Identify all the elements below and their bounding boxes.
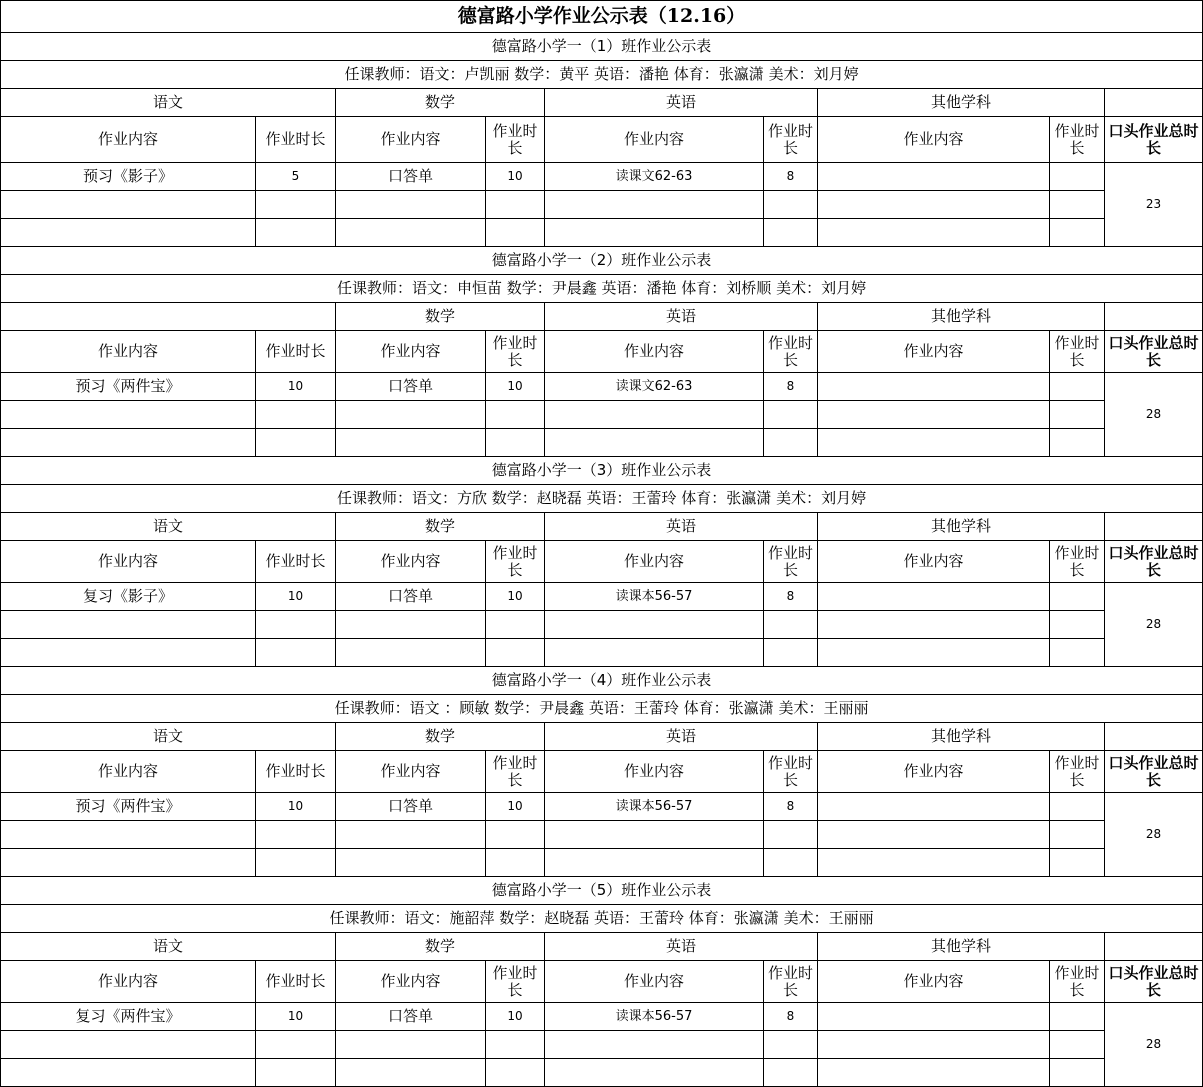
empty-cell xyxy=(764,429,818,457)
other-content xyxy=(818,373,1050,401)
other-minutes xyxy=(1050,1003,1105,1031)
chinese-content: 复习《两件宝》 xyxy=(1,1003,256,1031)
subject-header-row xyxy=(1,513,1203,541)
empty-cell xyxy=(764,611,818,639)
empty-row xyxy=(1,611,1203,639)
empty-cell xyxy=(256,821,336,849)
column-header-row xyxy=(1,751,1203,793)
empty-cell xyxy=(256,429,336,457)
header-content: 作业内容 xyxy=(818,751,1050,793)
column-header-row xyxy=(1,541,1203,583)
empty-cell xyxy=(336,219,486,247)
class-title-row xyxy=(1,457,1203,485)
empty-cell xyxy=(764,401,818,429)
class-title: 德富路小学一（4）班作业公示表 xyxy=(1,667,1203,695)
chinese-minutes: 10 xyxy=(256,583,336,611)
empty-cell xyxy=(818,821,1050,849)
subject-other: 其他学科 xyxy=(818,513,1105,541)
empty-row xyxy=(1,639,1203,667)
empty-cell xyxy=(256,401,336,429)
empty-cell xyxy=(545,429,764,457)
header-duration: 作业时长 xyxy=(1050,541,1105,583)
oral-total-minutes: 28 xyxy=(1105,1003,1203,1087)
subject-math: 数学 xyxy=(336,933,545,961)
math-minutes: 10 xyxy=(486,1003,545,1031)
chinese-minutes: 10 xyxy=(256,373,336,401)
empty-cell xyxy=(764,191,818,219)
empty-cell xyxy=(818,639,1050,667)
empty-cell xyxy=(336,401,486,429)
english-minutes: 8 xyxy=(764,793,818,821)
empty-cell xyxy=(764,1031,818,1059)
subject-chinese: 语文 xyxy=(1,933,336,961)
empty-cell xyxy=(764,639,818,667)
header-duration: 作业时长 xyxy=(486,751,545,793)
subject-english: 英语 xyxy=(545,303,818,331)
empty-cell xyxy=(256,191,336,219)
empty-cell xyxy=(256,219,336,247)
subject-blank xyxy=(1105,723,1203,751)
subject-blank xyxy=(1105,89,1203,117)
empty-cell xyxy=(486,1059,545,1087)
empty-cell xyxy=(336,1031,486,1059)
empty-cell xyxy=(545,219,764,247)
empty-cell xyxy=(1050,821,1105,849)
empty-row xyxy=(1,849,1203,877)
header-content: 作业内容 xyxy=(1,751,256,793)
header-duration: 作业时长 xyxy=(486,117,545,163)
subject-blank xyxy=(1105,933,1203,961)
subject-english: 英语 xyxy=(545,933,818,961)
teachers-row xyxy=(1,905,1203,933)
header-content: 作业内容 xyxy=(545,117,764,163)
header-content: 作业内容 xyxy=(818,961,1050,1003)
empty-cell xyxy=(336,849,486,877)
header-content: 作业内容 xyxy=(545,541,764,583)
teachers-row xyxy=(1,695,1203,723)
teachers-line: 任课教师：语文 ：顾敏 数学：尹晨鑫 英语：王蕾玲 体育：张瀛潇 美术：王丽丽 xyxy=(1,695,1203,723)
empty-cell xyxy=(336,821,486,849)
header-duration: 作业时长 xyxy=(1050,751,1105,793)
oral-total-minutes: 28 xyxy=(1105,793,1203,877)
english-content: 读课本56-57 xyxy=(545,793,764,821)
header-duration: 作业时长 xyxy=(764,751,818,793)
english-content: 读课本56-57 xyxy=(545,1003,764,1031)
other-content xyxy=(818,1003,1050,1031)
math-content: 口答单 xyxy=(336,793,486,821)
empty-cell xyxy=(818,219,1050,247)
other-minutes xyxy=(1050,793,1105,821)
math-content: 口答单 xyxy=(336,163,486,191)
header-oral-total: 口头作业总时长 xyxy=(1105,331,1203,373)
class-title: 德富路小学一（5）班作业公示表 xyxy=(1,877,1203,905)
homework-row xyxy=(1,163,1203,191)
empty-cell xyxy=(1,821,256,849)
chinese-content: 预习《两件宝》 xyxy=(1,373,256,401)
subject-chinese: 语文 xyxy=(1,723,336,751)
header-duration: 作业时长 xyxy=(256,751,336,793)
empty-row xyxy=(1,1031,1203,1059)
header-content: 作业内容 xyxy=(336,541,486,583)
empty-cell xyxy=(486,821,545,849)
header-oral-total: 口头作业总时长 xyxy=(1105,117,1203,163)
header-content: 作业内容 xyxy=(1,541,256,583)
math-content: 口答单 xyxy=(336,1003,486,1031)
empty-cell xyxy=(486,611,545,639)
empty-cell xyxy=(545,401,764,429)
header-duration: 作业时长 xyxy=(764,331,818,373)
empty-row xyxy=(1,219,1203,247)
header-duration: 作业时长 xyxy=(1050,117,1105,163)
empty-cell xyxy=(818,611,1050,639)
english-minutes: 8 xyxy=(764,583,818,611)
subject-english: 英语 xyxy=(545,513,818,541)
english-minutes: 8 xyxy=(764,163,818,191)
teachers-row xyxy=(1,275,1203,303)
empty-cell xyxy=(256,1031,336,1059)
class-title-row xyxy=(1,33,1203,61)
empty-cell xyxy=(486,219,545,247)
header-content: 作业内容 xyxy=(1,961,256,1003)
empty-cell xyxy=(818,1059,1050,1087)
empty-cell xyxy=(818,1031,1050,1059)
subject-other: 其他学科 xyxy=(818,89,1105,117)
empty-cell xyxy=(1,429,256,457)
empty-cell xyxy=(545,639,764,667)
homework-row xyxy=(1,793,1203,821)
homework-row xyxy=(1,583,1203,611)
other-content xyxy=(818,583,1050,611)
empty-cell xyxy=(1,191,256,219)
header-content: 作业内容 xyxy=(818,331,1050,373)
subject-header-row xyxy=(1,933,1203,961)
empty-row xyxy=(1,191,1203,219)
header-duration: 作业时长 xyxy=(256,961,336,1003)
header-content: 作业内容 xyxy=(545,751,764,793)
math-minutes: 10 xyxy=(486,163,545,191)
chinese-minutes: 10 xyxy=(256,793,336,821)
subject-other: 其他学科 xyxy=(818,933,1105,961)
sheet-title: 德富路小学作业公示表（12.16） xyxy=(1,1,1203,33)
header-duration: 作业时长 xyxy=(256,331,336,373)
chinese-minutes: 5 xyxy=(256,163,336,191)
header-content: 作业内容 xyxy=(336,961,486,1003)
empty-cell xyxy=(1050,401,1105,429)
empty-cell xyxy=(1050,1031,1105,1059)
chinese-content: 复习《影子》 xyxy=(1,583,256,611)
empty-cell xyxy=(1,1059,256,1087)
empty-cell xyxy=(256,611,336,639)
oral-total-minutes: 28 xyxy=(1105,373,1203,457)
math-content: 口答单 xyxy=(336,373,486,401)
empty-cell xyxy=(1,849,256,877)
subject-other: 其他学科 xyxy=(818,723,1105,751)
header-content: 作业内容 xyxy=(818,541,1050,583)
empty-cell xyxy=(336,639,486,667)
subject-header-row xyxy=(1,89,1203,117)
empty-cell xyxy=(336,191,486,219)
subject-math: 数学 xyxy=(336,513,545,541)
subject-blank xyxy=(1105,513,1203,541)
header-content: 作业内容 xyxy=(818,117,1050,163)
other-minutes xyxy=(1050,373,1105,401)
subject-chinese: 语文 xyxy=(1,513,336,541)
empty-cell xyxy=(545,849,764,877)
empty-cell xyxy=(486,849,545,877)
header-duration: 作业时长 xyxy=(486,541,545,583)
empty-row xyxy=(1,1059,1203,1087)
header-oral-total: 口头作业总时长 xyxy=(1105,541,1203,583)
empty-cell xyxy=(256,639,336,667)
header-duration: 作业时长 xyxy=(764,117,818,163)
empty-cell xyxy=(545,1031,764,1059)
header-duration: 作业时长 xyxy=(486,331,545,373)
subject-chinese: 语文 xyxy=(1,89,336,117)
column-header-row xyxy=(1,117,1203,163)
empty-cell xyxy=(486,429,545,457)
header-content: 作业内容 xyxy=(336,751,486,793)
empty-row xyxy=(1,401,1203,429)
empty-cell xyxy=(1050,219,1105,247)
math-content: 口答单 xyxy=(336,583,486,611)
class-title-row xyxy=(1,667,1203,695)
empty-cell xyxy=(336,1059,486,1087)
empty-cell xyxy=(764,1059,818,1087)
other-minutes xyxy=(1050,583,1105,611)
subject-blank xyxy=(1105,303,1203,331)
empty-cell xyxy=(545,821,764,849)
other-content xyxy=(818,163,1050,191)
empty-cell xyxy=(486,1031,545,1059)
empty-cell xyxy=(1,401,256,429)
homework-row xyxy=(1,1003,1203,1031)
empty-cell xyxy=(818,429,1050,457)
class-title-row xyxy=(1,877,1203,905)
teachers-row xyxy=(1,485,1203,513)
chinese-content: 预习《两件宝》 xyxy=(1,793,256,821)
teachers-line: 任课教师：语文：申恒苗 数学：尹晨鑫 英语：潘艳 体育：刘桥顺 美术：刘月婷 xyxy=(1,275,1203,303)
class-title: 德富路小学一（1）班作业公示表 xyxy=(1,33,1203,61)
empty-cell xyxy=(764,821,818,849)
subject-math: 数学 xyxy=(336,723,545,751)
empty-cell xyxy=(818,191,1050,219)
empty-cell xyxy=(818,849,1050,877)
empty-cell xyxy=(486,639,545,667)
class-title: 德富路小学一（2）班作业公示表 xyxy=(1,247,1203,275)
header-duration: 作业时长 xyxy=(486,961,545,1003)
header-duration: 作业时长 xyxy=(764,961,818,1003)
header-content: 作业内容 xyxy=(545,331,764,373)
class-title: 德富路小学一（3）班作业公示表 xyxy=(1,457,1203,485)
empty-cell xyxy=(1050,639,1105,667)
subject-other: 其他学科 xyxy=(818,303,1105,331)
oral-total-minutes: 28 xyxy=(1105,583,1203,667)
english-content: 读课本56-57 xyxy=(545,583,764,611)
math-minutes: 10 xyxy=(486,793,545,821)
empty-cell xyxy=(545,191,764,219)
empty-cell xyxy=(818,401,1050,429)
other-content xyxy=(818,793,1050,821)
teachers-line: 任课教师：语文：卢凯丽 数学：黄平 英语：潘艳 体育：张瀛潇 美术：刘月婷 xyxy=(1,61,1203,89)
empty-cell xyxy=(545,1059,764,1087)
header-content: 作业内容 xyxy=(1,331,256,373)
subject-math: 数学 xyxy=(336,89,545,117)
empty-cell xyxy=(1050,429,1105,457)
empty-cell xyxy=(336,611,486,639)
teachers-line: 任课教师：语文：施韶萍 数学：赵晓磊 英语：王蕾玲 体育：张瀛潇 美术：王丽丽 xyxy=(1,905,1203,933)
subject-english: 英语 xyxy=(545,723,818,751)
english-content: 读课文62-63 xyxy=(545,163,764,191)
subject-header-row xyxy=(1,303,1203,331)
empty-row xyxy=(1,821,1203,849)
empty-cell xyxy=(486,191,545,219)
empty-cell xyxy=(764,219,818,247)
empty-cell xyxy=(1,219,256,247)
empty-cell xyxy=(256,849,336,877)
subject-math: 数学 xyxy=(336,303,545,331)
subject-chinese xyxy=(1,303,336,331)
oral-total-minutes: 23 xyxy=(1105,163,1203,247)
header-oral-total: 口头作业总时长 xyxy=(1105,751,1203,793)
title-row xyxy=(1,1,1203,33)
empty-cell xyxy=(1,639,256,667)
empty-cell xyxy=(1050,1059,1105,1087)
teachers-line: 任课教师：语文：方欣 数学：赵晓磊 英语：王蕾玲 体育：张瀛潇 美术：刘月婷 xyxy=(1,485,1203,513)
class-title-row xyxy=(1,247,1203,275)
header-duration: 作业时长 xyxy=(1050,331,1105,373)
math-minutes: 10 xyxy=(486,373,545,401)
english-minutes: 8 xyxy=(764,1003,818,1031)
empty-cell xyxy=(1050,849,1105,877)
chinese-minutes: 10 xyxy=(256,1003,336,1031)
english-content: 读课文62-63 xyxy=(545,373,764,401)
header-oral-total: 口头作业总时长 xyxy=(1105,961,1203,1003)
empty-cell xyxy=(1050,191,1105,219)
empty-row xyxy=(1,429,1203,457)
empty-cell xyxy=(1,611,256,639)
header-duration: 作业时长 xyxy=(256,117,336,163)
english-minutes: 8 xyxy=(764,373,818,401)
header-content: 作业内容 xyxy=(1,117,256,163)
header-duration: 作业时长 xyxy=(764,541,818,583)
header-content: 作业内容 xyxy=(336,331,486,373)
column-header-row xyxy=(1,961,1203,1003)
empty-cell xyxy=(545,611,764,639)
empty-cell xyxy=(1050,611,1105,639)
subject-english: 英语 xyxy=(545,89,818,117)
header-content: 作业内容 xyxy=(336,117,486,163)
column-header-row xyxy=(1,331,1203,373)
empty-cell xyxy=(486,401,545,429)
other-minutes xyxy=(1050,163,1105,191)
empty-cell xyxy=(1,1031,256,1059)
teachers-row xyxy=(1,61,1203,89)
homework-row xyxy=(1,373,1203,401)
chinese-content: 预习《影子》 xyxy=(1,163,256,191)
header-duration: 作业时长 xyxy=(256,541,336,583)
math-minutes: 10 xyxy=(486,583,545,611)
empty-cell xyxy=(764,849,818,877)
subject-header-row xyxy=(1,723,1203,751)
header-duration: 作业时长 xyxy=(1050,961,1105,1003)
header-content: 作业内容 xyxy=(545,961,764,1003)
empty-cell xyxy=(336,429,486,457)
empty-cell xyxy=(256,1059,336,1087)
